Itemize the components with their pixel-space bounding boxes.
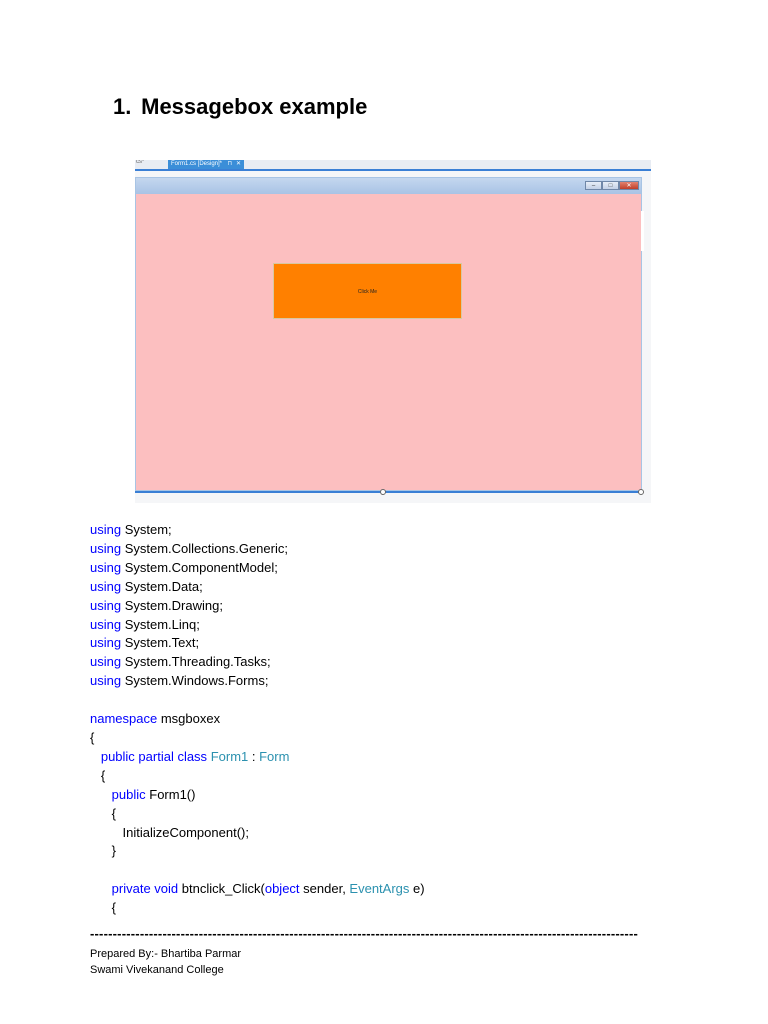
page-footer: [90, 947, 241, 978]
code-line: {: [90, 729, 95, 745]
code-line: using System.Threading.Tasks;: [90, 654, 271, 670]
code-blank-line: [90, 691, 425, 710]
code-line: using System.Data;: [90, 578, 203, 594]
code-line: namespace msgboxex: [90, 711, 221, 727]
code-line: {: [111, 900, 117, 916]
code-line: using System.ComponentModel;: [90, 559, 278, 575]
tab-form1-design[interactable]: [168, 160, 244, 169]
maximize-icon[interactable]: □: [602, 181, 619, 190]
code-line: using System.Linq;: [90, 616, 200, 632]
tab-strip-marker: cs*: [136, 160, 145, 165]
window-buttons: [585, 181, 639, 191]
section-heading: [113, 94, 367, 120]
designer-bottom-border: [135, 491, 642, 493]
section-number: 1.: [113, 94, 132, 119]
vertical-scrollbar[interactable]: [641, 211, 644, 251]
close-tab-icon[interactable]: ✕: [235, 161, 241, 167]
code-line: public Form1(): [111, 786, 196, 802]
code-line: {: [100, 767, 106, 783]
resize-handle-bottom[interactable]: [380, 489, 386, 495]
click-me-button[interactable]: Click Me: [273, 263, 462, 319]
code-line: using System.Drawing;: [90, 597, 223, 613]
code-blank-line: [90, 861, 425, 880]
code-line: InitializeComponent();: [122, 824, 249, 840]
section-title: Messagebox example: [141, 94, 368, 119]
code-line: }: [111, 843, 117, 859]
form-titlebar: [136, 178, 641, 194]
code-line: private void btnclick_Click(object sender, EventArgs e): [111, 881, 425, 897]
prepared-by: Prepared By:- Bhartiba Parmar: [90, 948, 242, 960]
code-line: {: [111, 805, 117, 821]
pin-icon[interactable]: ⊓: [227, 161, 232, 167]
code-line: using System.Collections.Generic;: [90, 540, 288, 556]
code-line: using System.Text;: [90, 635, 200, 651]
close-window-icon[interactable]: ✕: [619, 181, 639, 190]
minimize-icon[interactable]: –: [585, 181, 602, 190]
form-preview[interactable]: [135, 177, 642, 491]
code-listing: [90, 521, 425, 918]
footer-rule: -------------------------------------------------------------------------------------------------------------------------: [90, 926, 639, 941]
resize-handle-corner[interactable]: [638, 489, 644, 495]
code-line: using System.Windows.Forms;: [90, 673, 269, 689]
designer-screenshot: [135, 160, 651, 503]
code-line: using System;: [90, 522, 172, 537]
code-line: public partial class Form1 : Form: [100, 748, 290, 764]
tab-label: Form1.cs [Design]*: [171, 161, 223, 167]
college-name: Swami Vivekanand College: [90, 963, 224, 976]
designer-tab-strip: [135, 160, 651, 171]
